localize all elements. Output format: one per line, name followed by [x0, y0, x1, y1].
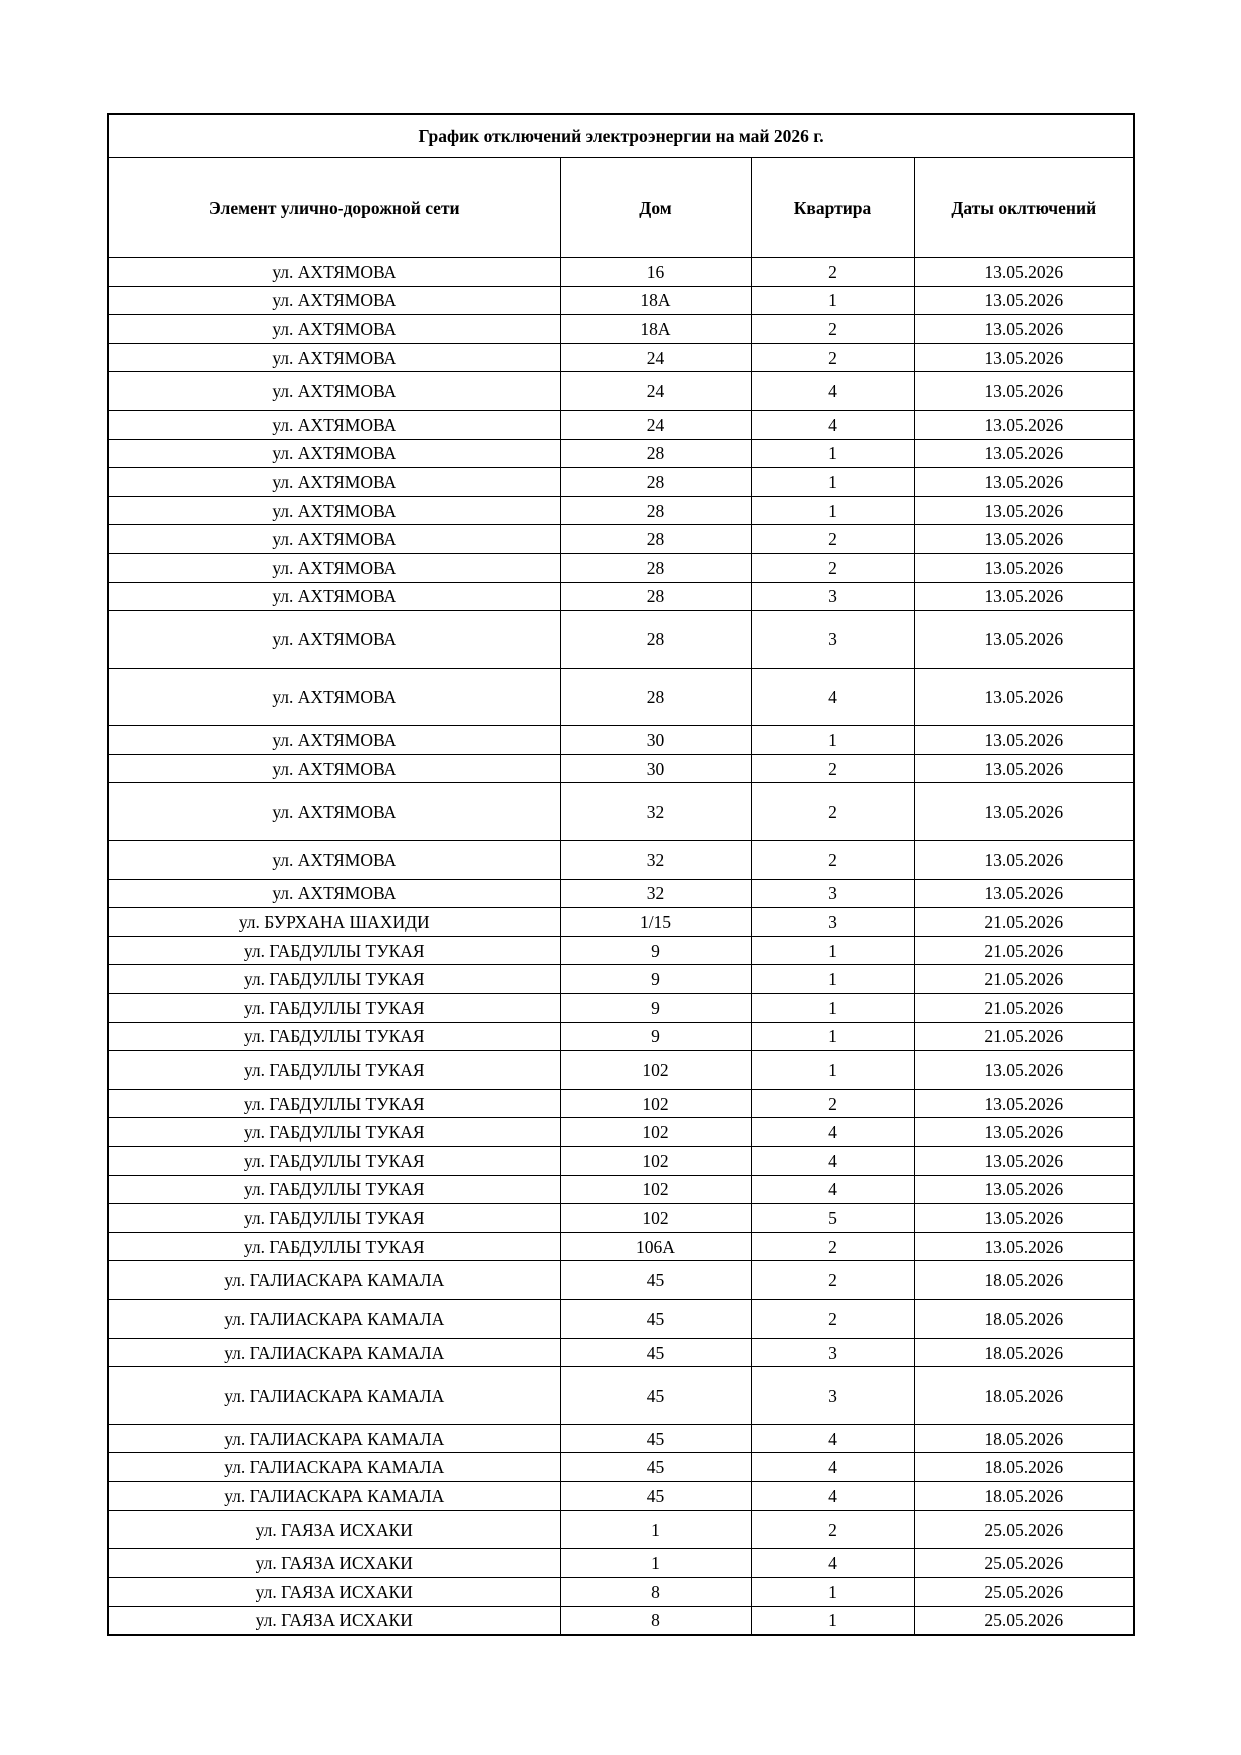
- cell-house: 45: [560, 1367, 751, 1425]
- cell-street: ул. ГАБДУЛЛЫ ТУКАЯ: [108, 1204, 560, 1233]
- cell-apartment: 1: [751, 993, 914, 1022]
- cell-street: ул. ГАЯЗА ИСХАКИ: [108, 1577, 560, 1606]
- cell-apartment: 4: [751, 1147, 914, 1176]
- cell-street: ул. ГАБДУЛЛЫ ТУКАЯ: [108, 1175, 560, 1204]
- cell-date: 13.05.2026: [914, 783, 1134, 841]
- cell-date: 13.05.2026: [914, 1051, 1134, 1090]
- table-row: [108, 286, 1134, 315]
- column-header-apartment: Квартира: [751, 158, 914, 258]
- table-row: [108, 611, 1134, 669]
- cell-house: 45: [560, 1482, 751, 1511]
- cell-date: 13.05.2026: [914, 411, 1134, 440]
- table-body: [108, 258, 1134, 1635]
- cell-date: 13.05.2026: [914, 754, 1134, 783]
- cell-house: 1/15: [560, 908, 751, 937]
- table-row: [108, 993, 1134, 1022]
- cell-apartment: 2: [751, 315, 914, 344]
- cell-date: 13.05.2026: [914, 525, 1134, 554]
- cell-house: 45: [560, 1453, 751, 1482]
- cell-street: ул. АХТЯМОВА: [108, 879, 560, 908]
- cell-apartment: 1: [751, 1051, 914, 1090]
- cell-street: ул. АХТЯМОВА: [108, 582, 560, 611]
- cell-street: ул. АХТЯМОВА: [108, 468, 560, 497]
- table-row: [108, 1300, 1134, 1339]
- cell-apartment: 1: [751, 286, 914, 315]
- cell-date: 13.05.2026: [914, 726, 1134, 755]
- table-row: [108, 936, 1134, 965]
- cell-house: 9: [560, 993, 751, 1022]
- cell-date: 21.05.2026: [914, 936, 1134, 965]
- cell-apartment: 2: [751, 343, 914, 372]
- cell-apartment: 1: [751, 965, 914, 994]
- cell-street: ул. ГАЛИАСКАРА КАМАЛА: [108, 1261, 560, 1300]
- cell-apartment: 4: [751, 1175, 914, 1204]
- cell-house: 28: [560, 525, 751, 554]
- cell-street: ул. ГАБДУЛЛЫ ТУКАЯ: [108, 1089, 560, 1118]
- cell-apartment: 2: [751, 554, 914, 583]
- table-row: [108, 372, 1134, 411]
- cell-street: ул. АХТЯМОВА: [108, 840, 560, 879]
- cell-street: ул. БУРХАНА ШАХИДИ: [108, 908, 560, 937]
- cell-apartment: 3: [751, 1338, 914, 1367]
- cell-house: 9: [560, 965, 751, 994]
- cell-apartment: 1: [751, 726, 914, 755]
- cell-apartment: 4: [751, 1453, 914, 1482]
- cell-date: 13.05.2026: [914, 879, 1134, 908]
- cell-date: 13.05.2026: [914, 582, 1134, 611]
- cell-date: 13.05.2026: [914, 372, 1134, 411]
- cell-house: 32: [560, 783, 751, 841]
- cell-house: 24: [560, 343, 751, 372]
- column-header-dates: Даты оклтючений: [914, 158, 1134, 258]
- table-row: [108, 1261, 1134, 1300]
- cell-date: 25.05.2026: [914, 1510, 1134, 1549]
- table-row: [108, 1204, 1134, 1233]
- cell-date: 25.05.2026: [914, 1577, 1134, 1606]
- cell-apartment: 2: [751, 840, 914, 879]
- cell-street: ул. ГАЛИАСКАРА КАМАЛА: [108, 1300, 560, 1339]
- cell-apartment: 4: [751, 411, 914, 440]
- cell-date: 13.05.2026: [914, 1089, 1134, 1118]
- cell-apartment: 2: [751, 1232, 914, 1261]
- column-header-street: Элемент улично-дорожной сети: [108, 158, 560, 258]
- table-row: [108, 1022, 1134, 1051]
- cell-apartment: 5: [751, 1204, 914, 1233]
- table-row: [108, 1606, 1134, 1635]
- cell-date: 18.05.2026: [914, 1453, 1134, 1482]
- cell-date: 13.05.2026: [914, 1175, 1134, 1204]
- column-header-house: Дом: [560, 158, 751, 258]
- cell-street: ул. АХТЯМОВА: [108, 554, 560, 583]
- table-row: [108, 343, 1134, 372]
- cell-house: 9: [560, 1022, 751, 1051]
- cell-street: ул. ГАЯЗА ИСХАКИ: [108, 1606, 560, 1635]
- table-row: [108, 468, 1134, 497]
- cell-house: 28: [560, 554, 751, 583]
- table-row: [108, 879, 1134, 908]
- cell-house: 18А: [560, 286, 751, 315]
- table-row: [108, 840, 1134, 879]
- cell-house: 102: [560, 1051, 751, 1090]
- cell-street: ул. ГАБДУЛЛЫ ТУКАЯ: [108, 965, 560, 994]
- table-row: [108, 1549, 1134, 1578]
- table-row: [108, 1367, 1134, 1425]
- cell-house: 28: [560, 468, 751, 497]
- cell-house: 45: [560, 1424, 751, 1453]
- cell-street: ул. АХТЯМОВА: [108, 525, 560, 554]
- cell-house: 18А: [560, 315, 751, 344]
- table-row: [108, 1118, 1134, 1147]
- cell-date: 13.05.2026: [914, 1118, 1134, 1147]
- cell-street: ул. ГАБДУЛЛЫ ТУКАЯ: [108, 1051, 560, 1090]
- cell-date: 18.05.2026: [914, 1300, 1134, 1339]
- cell-date: 13.05.2026: [914, 468, 1134, 497]
- cell-street: ул. ГАЯЗА ИСХАКИ: [108, 1510, 560, 1549]
- cell-street: ул. ГАБДУЛЛЫ ТУКАЯ: [108, 936, 560, 965]
- cell-house: 24: [560, 372, 751, 411]
- cell-street: ул. АХТЯМОВА: [108, 726, 560, 755]
- cell-apartment: 1: [751, 439, 914, 468]
- cell-street: ул. АХТЯМОВА: [108, 411, 560, 440]
- cell-apartment: 1: [751, 1022, 914, 1051]
- cell-street: ул. ГАЯЗА ИСХАКИ: [108, 1549, 560, 1578]
- table-row: [108, 1424, 1134, 1453]
- cell-apartment: 2: [751, 258, 914, 287]
- cell-street: ул. АХТЯМОВА: [108, 315, 560, 344]
- table-row: [108, 1482, 1134, 1511]
- cell-apartment: 2: [751, 1089, 914, 1118]
- cell-house: 32: [560, 879, 751, 908]
- cell-apartment: 3: [751, 908, 914, 937]
- cell-street: ул. АХТЯМОВА: [108, 496, 560, 525]
- cell-date: 13.05.2026: [914, 315, 1134, 344]
- cell-house: 28: [560, 496, 751, 525]
- table-row: [108, 1051, 1134, 1090]
- cell-street: ул. ГАБДУЛЛЫ ТУКАЯ: [108, 1022, 560, 1051]
- cell-house: 9: [560, 936, 751, 965]
- cell-house: 8: [560, 1606, 751, 1635]
- cell-date: 25.05.2026: [914, 1549, 1134, 1578]
- cell-date: 13.05.2026: [914, 343, 1134, 372]
- cell-street: ул. ГАБДУЛЛЫ ТУКАЯ: [108, 993, 560, 1022]
- cell-street: ул. АХТЯМОВА: [108, 611, 560, 669]
- cell-date: 21.05.2026: [914, 1022, 1134, 1051]
- table-row: [108, 1453, 1134, 1482]
- table-row: [108, 411, 1134, 440]
- table-row: [108, 726, 1134, 755]
- cell-apartment: 4: [751, 1482, 914, 1511]
- table-row: [108, 439, 1134, 468]
- table-row: [108, 1147, 1134, 1176]
- cell-street: ул. ГАЛИАСКАРА КАМАЛА: [108, 1482, 560, 1511]
- cell-house: 28: [560, 611, 751, 669]
- cell-street: ул. АХТЯМОВА: [108, 258, 560, 287]
- cell-street: ул. ГАБДУЛЛЫ ТУКАЯ: [108, 1147, 560, 1176]
- cell-date: 13.05.2026: [914, 840, 1134, 879]
- table-row: [108, 754, 1134, 783]
- cell-apartment: 2: [751, 1261, 914, 1300]
- table-row: [108, 582, 1134, 611]
- table-row: [108, 258, 1134, 287]
- cell-date: 18.05.2026: [914, 1338, 1134, 1367]
- cell-apartment: 2: [751, 754, 914, 783]
- cell-apartment: 2: [751, 1510, 914, 1549]
- cell-street: ул. ГАБДУЛЛЫ ТУКАЯ: [108, 1232, 560, 1261]
- cell-date: 13.05.2026: [914, 286, 1134, 315]
- cell-apartment: 2: [751, 1300, 914, 1339]
- cell-street: ул. АХТЯМОВА: [108, 372, 560, 411]
- table-row: [108, 668, 1134, 726]
- cell-street: ул. АХТЯМОВА: [108, 286, 560, 315]
- table-row: [108, 908, 1134, 937]
- title-row: [108, 114, 1134, 158]
- cell-date: 13.05.2026: [914, 1232, 1134, 1261]
- cell-apartment: 1: [751, 1606, 914, 1635]
- cell-date: 18.05.2026: [914, 1261, 1134, 1300]
- table-row: [108, 554, 1134, 583]
- cell-apartment: 2: [751, 525, 914, 554]
- cell-house: 1: [560, 1510, 751, 1549]
- header-row: [108, 158, 1134, 258]
- cell-house: 102: [560, 1089, 751, 1118]
- cell-house: 106А: [560, 1232, 751, 1261]
- cell-house: 1: [560, 1549, 751, 1578]
- cell-street: ул. АХТЯМОВА: [108, 668, 560, 726]
- cell-date: 13.05.2026: [914, 554, 1134, 583]
- cell-date: 18.05.2026: [914, 1367, 1134, 1425]
- cell-apartment: 4: [751, 1118, 914, 1147]
- cell-house: 45: [560, 1338, 751, 1367]
- cell-street: ул. ГАЛИАСКАРА КАМАЛА: [108, 1338, 560, 1367]
- cell-date: 18.05.2026: [914, 1482, 1134, 1511]
- cell-date: 13.05.2026: [914, 496, 1134, 525]
- cell-house: 30: [560, 754, 751, 783]
- cell-street: ул. ГАЛИАСКАРА КАМАЛА: [108, 1453, 560, 1482]
- cell-street: ул. АХТЯМОВА: [108, 783, 560, 841]
- cell-apartment: 1: [751, 496, 914, 525]
- cell-house: 102: [560, 1175, 751, 1204]
- cell-house: 45: [560, 1300, 751, 1339]
- cell-house: 102: [560, 1118, 751, 1147]
- cell-house: 16: [560, 258, 751, 287]
- cell-apartment: 1: [751, 1577, 914, 1606]
- cell-date: 13.05.2026: [914, 258, 1134, 287]
- cell-street: ул. ГАЛИАСКАРА КАМАЛА: [108, 1424, 560, 1453]
- cell-street: ул. ГАБДУЛЛЫ ТУКАЯ: [108, 1118, 560, 1147]
- cell-date: 21.05.2026: [914, 993, 1134, 1022]
- cell-house: 45: [560, 1261, 751, 1300]
- cell-house: 8: [560, 1577, 751, 1606]
- cell-house: 102: [560, 1147, 751, 1176]
- table-row: [108, 965, 1134, 994]
- cell-house: 28: [560, 439, 751, 468]
- table-row: [108, 496, 1134, 525]
- table-row: [108, 783, 1134, 841]
- cell-street: ул. АХТЯМОВА: [108, 439, 560, 468]
- cell-apartment: 2: [751, 783, 914, 841]
- cell-apartment: 4: [751, 372, 914, 411]
- cell-street: ул. АХТЯМОВА: [108, 754, 560, 783]
- cell-apartment: 3: [751, 582, 914, 611]
- cell-date: 13.05.2026: [914, 668, 1134, 726]
- cell-date: 13.05.2026: [914, 1147, 1134, 1176]
- cell-date: 21.05.2026: [914, 965, 1134, 994]
- table-row: [108, 315, 1134, 344]
- cell-date: 13.05.2026: [914, 1204, 1134, 1233]
- cell-apartment: 3: [751, 611, 914, 669]
- cell-apartment: 3: [751, 879, 914, 908]
- cell-house: 32: [560, 840, 751, 879]
- table-row: [108, 1510, 1134, 1549]
- cell-apartment: 4: [751, 1549, 914, 1578]
- cell-house: 24: [560, 411, 751, 440]
- cell-apartment: 4: [751, 668, 914, 726]
- cell-apartment: 1: [751, 468, 914, 497]
- cell-house: 28: [560, 668, 751, 726]
- cell-street: ул. АХТЯМОВА: [108, 343, 560, 372]
- cell-date: 18.05.2026: [914, 1424, 1134, 1453]
- table-row: [108, 1338, 1134, 1367]
- table-row: [108, 1089, 1134, 1118]
- cell-house: 30: [560, 726, 751, 755]
- table-row: [108, 1232, 1134, 1261]
- table-title: График отключений электроэнергии на май 2026 г.: [108, 114, 1134, 158]
- cell-house: 102: [560, 1204, 751, 1233]
- cell-date: 13.05.2026: [914, 611, 1134, 669]
- cell-street: ул. ГАЛИАСКАРА КАМАЛА: [108, 1367, 560, 1425]
- cell-apartment: 4: [751, 1424, 914, 1453]
- cell-date: 21.05.2026: [914, 908, 1134, 937]
- cell-apartment: 1: [751, 936, 914, 965]
- cell-house: 28: [560, 582, 751, 611]
- table-row: [108, 1577, 1134, 1606]
- cell-date: 13.05.2026: [914, 439, 1134, 468]
- outage-schedule-table: [107, 113, 1135, 1636]
- table-row: [108, 525, 1134, 554]
- cell-apartment: 3: [751, 1367, 914, 1425]
- table-row: [108, 1175, 1134, 1204]
- cell-date: 25.05.2026: [914, 1606, 1134, 1635]
